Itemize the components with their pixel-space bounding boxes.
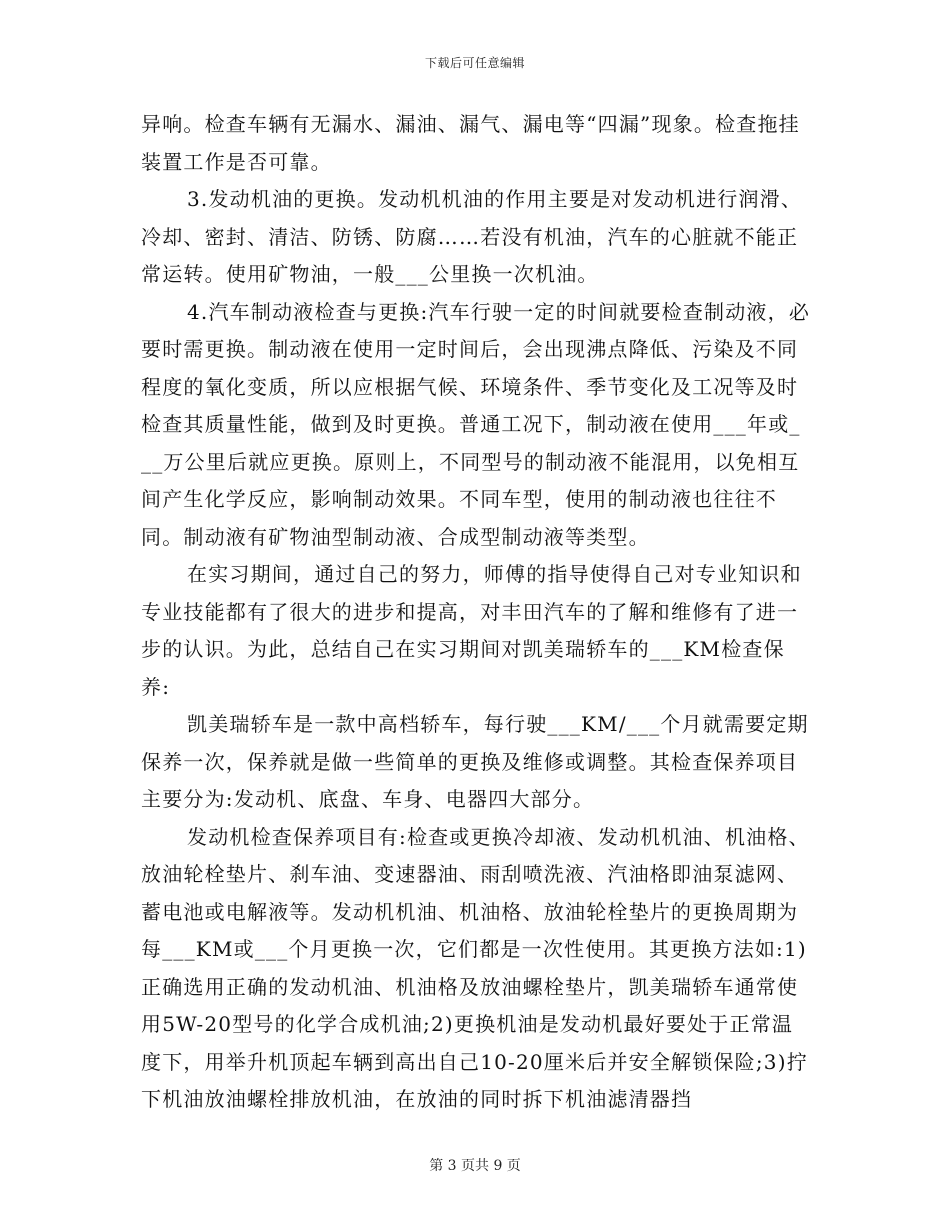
page-number: 第 3 页共 9 页 [429, 1158, 521, 1174]
paragraph: 3.发动机油的更换。发动机机油的作用主要是对发动机进行润滑、冷却、密封、清洁、防锈、防腐……若没有机油，汽车的心脏就不能正常运转。使用矿物油，一般___公里换一次机油。 [141, 187, 803, 286]
document-body [141, 106, 811, 1119]
page-header: 下载后可任意编辑 [424, 56, 525, 70]
paragraph: 异响。检查车辆有无漏水、漏油、漏气、漏电等“四漏”现象。检查拖挂装置工作是否可靠。 [141, 112, 800, 174]
paragraph: 4.汽车制动液检查与更换:汽车行驶一定的时间就要检查制动液，必要时需更换。制动液在使用一定时间后，会出现沸点降低、污染及不同程度的氧化变质，所以应根据气候、环境条件、季节变化及工况等及时检查其质量性能，做到及时更换。普通工况下，制动液在使用___年或___万公里后就应更换。原则上，不同型号的制动液不能混用，以免相互间产生化学反应，影响制动效果。不同车型，使用的制动液也往往不同。制动液有矿物油型制动液、合成型制动液等类型。 [141, 299, 811, 549]
paragraph: 凯美瑞轿车是一款中高档轿车，每行驶___KM/___个月就需要定期保养一次，保养就是做一些简单的更换及维修或调整。其检查保养项目主要分为:发动机、底盘、车身、电器四大部分。 [141, 712, 809, 811]
paragraph: 在实习期间，通过自己的努力，师傅的指导使得自己对专业知识和专业技能都有了很大的进步和提高，对丰田汽车的了解和维修有了进一步的认识。为此，总结自己在实习期间对凯美瑞轿车的___KM检查保养: [141, 562, 802, 699]
paragraph: 发动机检查保养项目有:检查或更换冷却液、发动机机油、机油格、放油轮栓垫片、刹车油、变速器油、雨刮喷洗液、汽油格即油泵滤网、蓄电池或电解液等。发动机机油、机油格、放油轮栓垫片的更换周期为每___KM或___个月更换一次，它们都是一次性使用。其更换方法如:1)正确选用正确的发动机油、机油格及放油螺栓垫片，凯美瑞轿车通常使用5W-20型号的化学合成机油;2)更换机油是发动机最好要处于正常温度下，用举升机顶起车辆到高出自己10-20厘米后并安全解锁保险;3)拧下机油放油螺栓排放机油，在放油的同时拆下机油滤清器挡 [141, 824, 810, 1111]
